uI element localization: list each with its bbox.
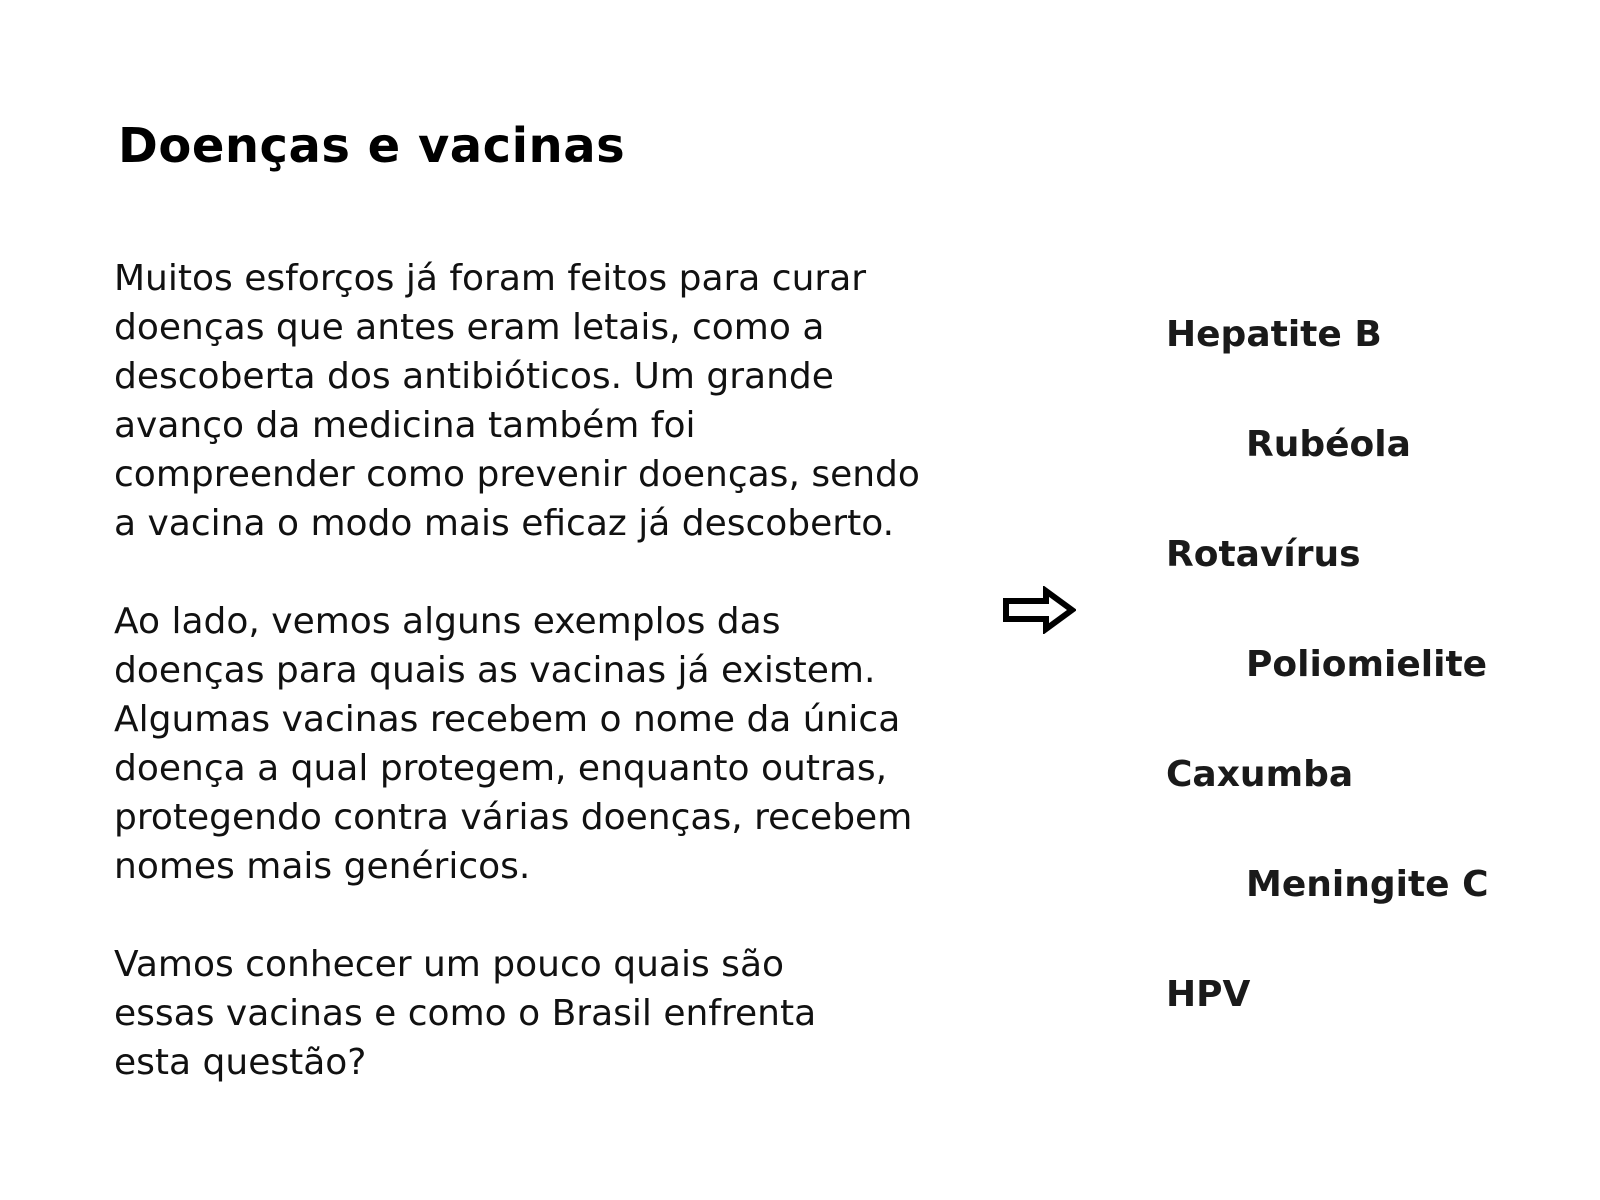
disease-item: Rubéola xyxy=(1246,424,1411,465)
page-title: Doenças e vacinas xyxy=(118,118,626,174)
disease-item: HPV xyxy=(1166,974,1251,1015)
text-line: Muitos esforços já foram feitos para curar xyxy=(114,258,867,299)
disease-item: Meningite C xyxy=(1246,864,1489,905)
text-line: nomes mais genéricos. xyxy=(114,846,531,887)
disease-item: Rotavírus xyxy=(1166,534,1361,575)
text-line: compreender como prevenir doenças, sendo xyxy=(114,454,920,495)
disease-item: Caxumba xyxy=(1166,754,1354,795)
text-line: esta questão? xyxy=(114,1042,367,1083)
text-line: doença a qual protegem, enquanto outras, xyxy=(114,748,888,789)
text-line: essas vacinas e como o Brasil enfrenta xyxy=(114,993,817,1034)
text-line: doenças que antes eram letais, como a xyxy=(114,307,825,348)
text-line: avanço da medicina também foi xyxy=(114,405,696,446)
text-line: protegendo contra várias doenças, recebem xyxy=(114,797,913,838)
text-line: Ao lado, vemos alguns exemplos das xyxy=(114,601,781,642)
text-line: Vamos conhecer um pouco quais são xyxy=(114,944,785,985)
text-line: doenças para quais as vacinas já existem. xyxy=(114,650,876,691)
text-line: a vacina o modo mais eficaz já descoberto. xyxy=(114,503,895,544)
disease-item: Poliomielite xyxy=(1246,644,1488,685)
text-line: descoberta dos antibióticos. Um grande xyxy=(114,356,834,397)
disease-item: Hepatite B xyxy=(1166,314,1382,355)
text-line: Algumas vacinas recebem o nome da única xyxy=(114,699,901,740)
